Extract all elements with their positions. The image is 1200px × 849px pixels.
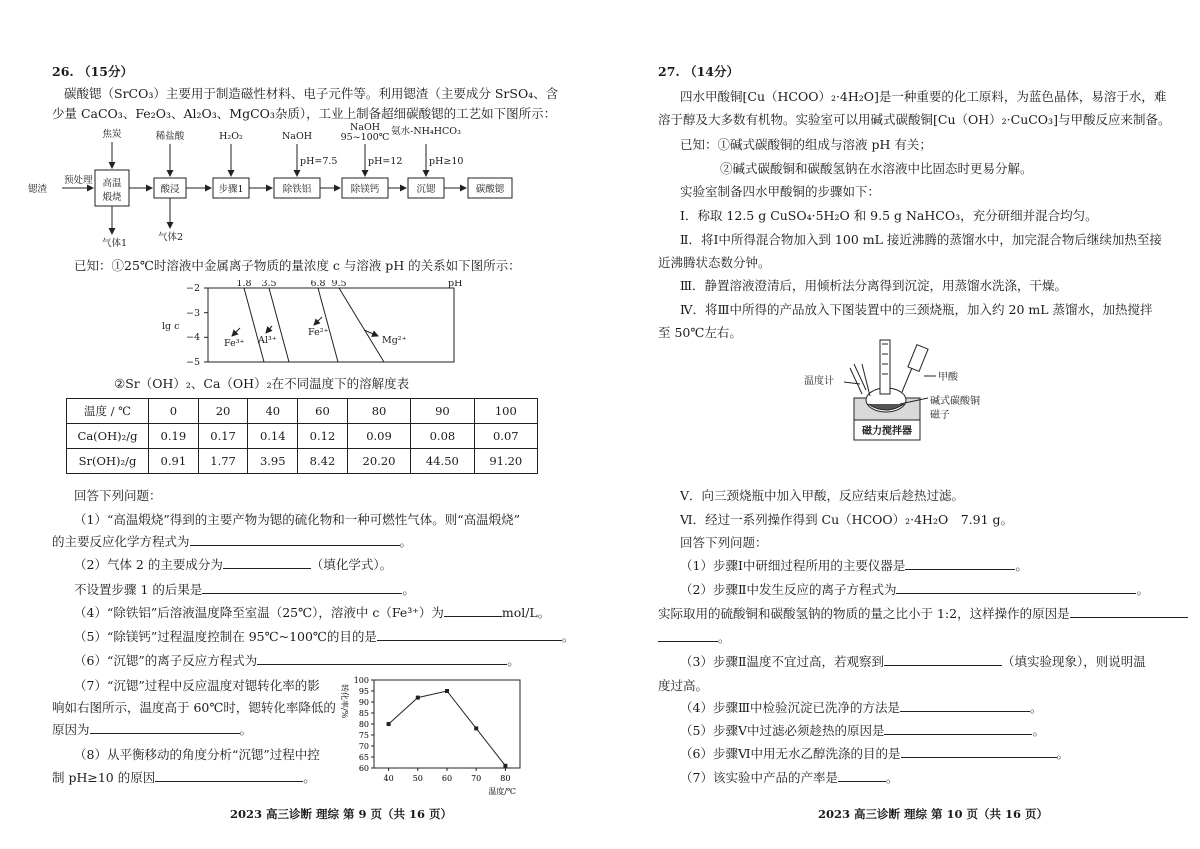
table-cell: 8.42	[298, 449, 348, 474]
r1-text: （1）步骤Ⅰ中研细过程所用的主要仪器是	[680, 558, 906, 573]
table-cell: 90	[411, 399, 474, 424]
table-cell: 1.77	[198, 449, 248, 474]
table-cell: 80	[347, 399, 410, 424]
table-cell: 44.50	[411, 449, 474, 474]
lgc-xtick-3: 6.8	[310, 280, 326, 289]
data-point	[503, 764, 507, 768]
right-page	[658, 0, 1171, 849]
page-footer: 2023 高三诊断 理综 第 9 页（共 16 页）	[230, 807, 453, 821]
known-1: 已知：①碱式碳酸铜的组成与溶液 pH 有关；	[680, 137, 932, 152]
chart-frame	[374, 680, 520, 768]
r4-answer-blank[interactable]	[900, 700, 1030, 712]
period: 。	[1032, 723, 1045, 738]
q5-line	[74, 629, 574, 645]
table-cell: 60	[298, 399, 348, 424]
table-cell: 91.20	[474, 449, 537, 474]
table-cell: 0.91	[149, 449, 199, 474]
label-formic-acid: 甲酸	[938, 372, 958, 383]
solubility-table	[66, 398, 538, 474]
r6-answer-blank[interactable]	[901, 746, 1057, 758]
lgc-ytick-1: −2	[185, 283, 200, 294]
q7-line-1: （7）“沉锶”过程中反应温度对锶转化率的影	[74, 678, 320, 693]
lgc-ytick-4: −5	[185, 357, 200, 368]
apparatus-diagram	[804, 334, 1004, 474]
lgc-ytick-2: −3	[185, 308, 200, 319]
ion-al3: Al³⁺	[258, 335, 277, 346]
table-cell: 100	[474, 399, 537, 424]
y-tick-label: 75	[358, 731, 369, 740]
r2b-text: 实际取用的硫酸铜和碳酸氢钠的物质的量之比小于 1:2，这样操作的原因是	[658, 606, 1070, 621]
data-point	[416, 696, 420, 700]
y-tick-label: 60	[358, 764, 369, 773]
conversion-rate-chart	[330, 674, 530, 800]
table-cell: 0.17	[198, 424, 248, 449]
q3-answer-blank[interactable]	[202, 582, 402, 594]
period: 。	[1056, 746, 1070, 761]
label-thermometer: 温度计	[804, 376, 834, 387]
q3-text: 不设置步骤 1 的后果是	[74, 582, 203, 597]
question-27-header: 27. （14分）	[658, 64, 739, 79]
r3b-line: 度过高。	[658, 678, 709, 693]
q8-text: 制 pH≥10 的原因	[52, 770, 156, 785]
r3-tail: （填实验现象），则说明温	[1001, 654, 1146, 669]
flow-cond-ph75: pH=7.5	[300, 156, 338, 167]
y-tick-label: 100	[353, 676, 369, 685]
period: 。	[399, 534, 413, 549]
period: 。	[1136, 582, 1149, 597]
q4-text: （4）“除铁铝”后溶液温度降至室温（25℃），溶液中 c（Fe³⁺）为	[74, 605, 444, 620]
flow-reagent-ammonia: 氨水-NH₄HCO₃	[391, 126, 461, 137]
q5-text: （5）“除镁钙”过程温度控制在 95℃~100℃的目的是	[74, 629, 377, 644]
r6-text: （6）步骤Ⅵ中用无水乙醇洗涤的目的是	[680, 746, 901, 761]
x-tick-label: 70	[471, 774, 482, 783]
lgc-ylabel: lg c	[162, 321, 180, 332]
label-magnet: 磁子	[930, 410, 950, 421]
data-point	[445, 689, 449, 693]
data-point	[387, 722, 391, 726]
period: 。	[1030, 700, 1043, 715]
y-tick-label: 70	[358, 742, 369, 751]
y-tick-label: 65	[358, 753, 369, 762]
steps-intro: 实验室制备四水甲酸铜的步骤如下：	[680, 184, 881, 199]
page-footer: 2023 高三诊断 理综 第 10 页（共 16 页）	[818, 807, 1049, 821]
y-tick-label: 95	[358, 687, 369, 696]
r2b-line-2	[658, 630, 731, 646]
r3-text: （3）步骤Ⅱ温度不宜过高，若观察到	[680, 654, 884, 669]
known-2: ②Sr（OH）₂、Ca（OH）₂在不同温度下的溶解度表	[114, 376, 410, 391]
x-tick-label: 80	[500, 774, 511, 783]
flow-box-step1: 步骤1	[218, 184, 244, 195]
r1-answer-blank[interactable]	[905, 558, 1015, 570]
period: 。	[885, 770, 899, 785]
r5-text: （5）步骤Ⅴ中过滤必须趁热的原因是	[680, 723, 885, 738]
intro-line-1: 碳酸锶（SrCO₃）主要用于制造磁性材料、电子元件等。利用锶渣（主要成分 SrSO₄、含	[64, 86, 559, 101]
flow-reagent-naoh-1: NaOH	[281, 131, 313, 142]
r2-text: （2）步骤Ⅱ中发生反应的离子方程式为	[680, 582, 897, 597]
q1-line-2	[52, 534, 412, 550]
q2-tail: （填化学式）。	[310, 557, 393, 572]
step-2-line-1: Ⅱ．将Ⅰ中所得混合物加入到 100 mL 接近沸腾的蒸馏水中，加完混合物后继续加热至接	[680, 232, 1162, 247]
period: 。	[402, 582, 415, 597]
table-cell: 40	[248, 399, 298, 424]
flow-box-product: 碳酸锶	[475, 184, 505, 195]
q7-text: 原因为	[52, 722, 90, 737]
r6-line	[680, 746, 1069, 762]
table-cell: 0	[149, 399, 199, 424]
x-tick-label: 50	[412, 774, 423, 783]
flow-cond-ph10: pH≥10	[429, 156, 464, 167]
q6-answer-blank[interactable]	[257, 653, 507, 665]
period: 。	[561, 629, 575, 644]
table-cell: 0.09	[347, 424, 410, 449]
flow-box-calcine-1: 高温	[102, 178, 122, 189]
q7-answer-blank[interactable]	[90, 722, 240, 734]
step-2-line-2: 近沸腾状态数分钟。	[658, 255, 771, 270]
q4-answer-blank[interactable]	[444, 605, 502, 617]
ion-fe2: Fe²⁺	[308, 327, 329, 338]
r4-text: （4）步骤Ⅲ中检验沉淀已洗净的方法是	[680, 700, 901, 715]
flow-box-remove-mg-ca: 除镁钙	[350, 184, 380, 195]
series-line	[389, 691, 506, 766]
flow-raw-label: 锶渣	[28, 184, 48, 195]
r3-line	[680, 654, 1146, 670]
question-26-header: 26. （15分）	[52, 64, 133, 79]
r2-answer-blank[interactable]	[896, 582, 1136, 594]
q1-answer-blank[interactable]	[190, 534, 400, 546]
period: 。	[1015, 558, 1028, 573]
flow-reagent-hcl: 稀盐酸	[155, 131, 185, 142]
q2-text: （2）气体 2 的主要成分为	[74, 557, 223, 572]
step-4-line-1: Ⅳ．将Ⅲ中所得的产品放入下图装置中的三颈烧瓶，加入约 20 mL 蒸馏水，加热搅拌	[680, 302, 1153, 317]
lgc-xunit: pH	[448, 280, 463, 289]
step-1: Ⅰ．称取 12.5 g CuSO₄·5H₂O 和 9.5 g NaHCO₃，充分研细并混合均匀。	[680, 208, 1098, 223]
r5-answer-blank[interactable]	[884, 723, 1032, 735]
table-cell: 0.12	[298, 424, 348, 449]
x-axis-label: 温度/℃	[488, 787, 516, 796]
q4-line	[74, 605, 550, 621]
lgc-xtick-2: 3.5	[261, 280, 277, 289]
process-flow-diagram	[28, 122, 548, 250]
period: 。	[718, 630, 731, 645]
r3-answer-blank[interactable]	[884, 654, 1002, 666]
r4-line	[680, 700, 1043, 716]
table-cell: 0.07	[474, 424, 537, 449]
table-row	[67, 424, 538, 449]
ion-mg2: Mg²⁺	[382, 335, 407, 346]
flow-box-calcine-2: 煅烧	[102, 192, 122, 203]
lgc-ytick-3: −4	[185, 332, 200, 343]
q1-line-1: （1）“高温煅烧”得到的主要产物为锶的硫化物和一种可燃性气体。则“高温煅烧”	[74, 512, 521, 527]
flow-cond-ph12: pH=12	[368, 156, 403, 167]
r7-answer-blank[interactable]	[838, 770, 886, 782]
flow-box-precipitate-sr: 沉锶	[416, 184, 436, 195]
y-tick-label: 80	[358, 720, 369, 729]
period: 。	[239, 722, 253, 737]
label-magnetic-stirrer: 磁力搅拌器	[862, 426, 912, 437]
table-row	[67, 449, 538, 474]
flow-box-acid-leach: 酸浸	[160, 184, 180, 195]
table-cell: 0.08	[411, 424, 474, 449]
q4-unit: mol/L。	[501, 605, 551, 620]
y-axis-label: 转化率/%	[340, 684, 349, 719]
table-cell: 3.95	[248, 449, 298, 474]
lgc-xtick-1: 1.8	[236, 280, 252, 289]
flow-pretreat-label: 预处理	[64, 175, 93, 186]
period: 。	[303, 770, 316, 785]
known-2: ②碱式碳酸铜和碳酸氢钠在水溶液中比固态时更易分解。	[720, 161, 1033, 176]
step-4-line-2: 至 50℃左右。	[658, 325, 742, 340]
r2b-answer-blank[interactable]	[1070, 606, 1188, 618]
flow-box-remove-fe-al: 除铁铝	[282, 184, 312, 195]
label-basic-copper-carbonate: 碱式碳酸铜	[930, 396, 980, 407]
table-cell: 0.14	[248, 424, 298, 449]
x-tick-label: 40	[383, 774, 394, 783]
q8-line-1: （8）从平衡移动的角度分析“沉锶”过程中控	[74, 747, 320, 762]
table-row	[67, 399, 538, 424]
flow-reagent-h2o2: H₂O₂	[219, 131, 243, 142]
q8-answer-blank[interactable]	[155, 770, 303, 782]
lgc-ph-plot	[162, 280, 482, 370]
r2b-answer-blank-2[interactable]	[658, 630, 718, 642]
q1-text: 的主要反应化学方程式为	[52, 534, 190, 549]
step-5: Ⅴ．向三颈烧瓶中加入甲酸，反应结束后趁热过滤。	[680, 488, 965, 503]
data-point	[474, 726, 478, 730]
q2-answer-blank[interactable]	[223, 557, 311, 569]
r2b-line	[658, 606, 1188, 622]
step-6: Ⅵ．经过一系列操作得到 Cu（HCOO）₂·4H₂O 7.91 g。	[680, 512, 1014, 527]
flow-gas1: 气体1	[102, 238, 128, 249]
ion-fe3: Fe³⁺	[224, 338, 245, 349]
table-cell: 20	[198, 399, 248, 424]
answer-prompt: 回答下列问题：	[74, 488, 162, 503]
known-1: 已知：①25℃时溶液中金属离子物质的量浓度 c 与溶液 pH 的关系如下图所示：	[74, 258, 521, 273]
table-cell: Sr(OH)₂/g	[67, 449, 149, 474]
lgc-xtick-4: 9.5	[331, 280, 347, 289]
q6-text: （6）“沉锶”的离子反应方程式为	[74, 653, 258, 668]
y-tick-label: 90	[358, 698, 369, 707]
table-cell: 0.19	[149, 424, 199, 449]
intro-line-2: 少量 CaCO₃、Fe₂O₃、Al₂O₃、MgCO₃杂质），工业上制备超细碳酸锶的工艺如下图所示：	[52, 106, 557, 121]
x-tick-label: 60	[441, 774, 453, 783]
left-page	[28, 0, 575, 849]
table-cell: Ca(OH)₂/g	[67, 424, 149, 449]
q3-line	[74, 582, 415, 598]
r1-line	[680, 558, 1028, 574]
q8-line-2	[52, 770, 316, 786]
table-cell: 温度 / ℃	[67, 399, 149, 424]
flow-reagent-coke: 焦炭	[102, 129, 122, 140]
table-cell: 20.20	[347, 449, 410, 474]
p-line-1: 四水甲酸铜[Cu（HCOO）₂·4H₂O]是一种重要的化工原料，为蓝色晶体，易溶于水，难	[680, 89, 1167, 104]
flow-gas2: 气体2	[158, 232, 184, 243]
q5-answer-blank[interactable]	[377, 629, 562, 641]
flow-cond-temp: 95~100℃	[340, 132, 390, 143]
q6-line	[74, 653, 520, 669]
r2-line	[680, 582, 1149, 598]
y-tick-label: 85	[358, 709, 369, 718]
step-3: Ⅲ．静置溶液澄清后，用倾析法分离得到沉淀，用蒸馏水洗涤，干燥。	[680, 278, 1068, 293]
flow-reagent-naoh-2: NaOH	[349, 122, 381, 133]
q7-line-2: 响如右图所示，温度高于 60℃时，锶转化率降低的	[52, 700, 336, 715]
r5-line	[680, 723, 1045, 739]
period: 。	[507, 653, 520, 668]
q7-line-3	[52, 722, 252, 738]
r7-line	[680, 770, 898, 786]
p-line-2: 溶于醇及大多数有机物。实验室可以用碱式碳酸铜[Cu（OH）₂·CuCO₃]与甲酸反应来制备。	[658, 112, 1171, 127]
q2-line	[74, 557, 392, 573]
r7-text: （7）该实验中产品的产率是	[680, 770, 838, 785]
answer-prompt: 回答下列问题：	[680, 535, 768, 550]
